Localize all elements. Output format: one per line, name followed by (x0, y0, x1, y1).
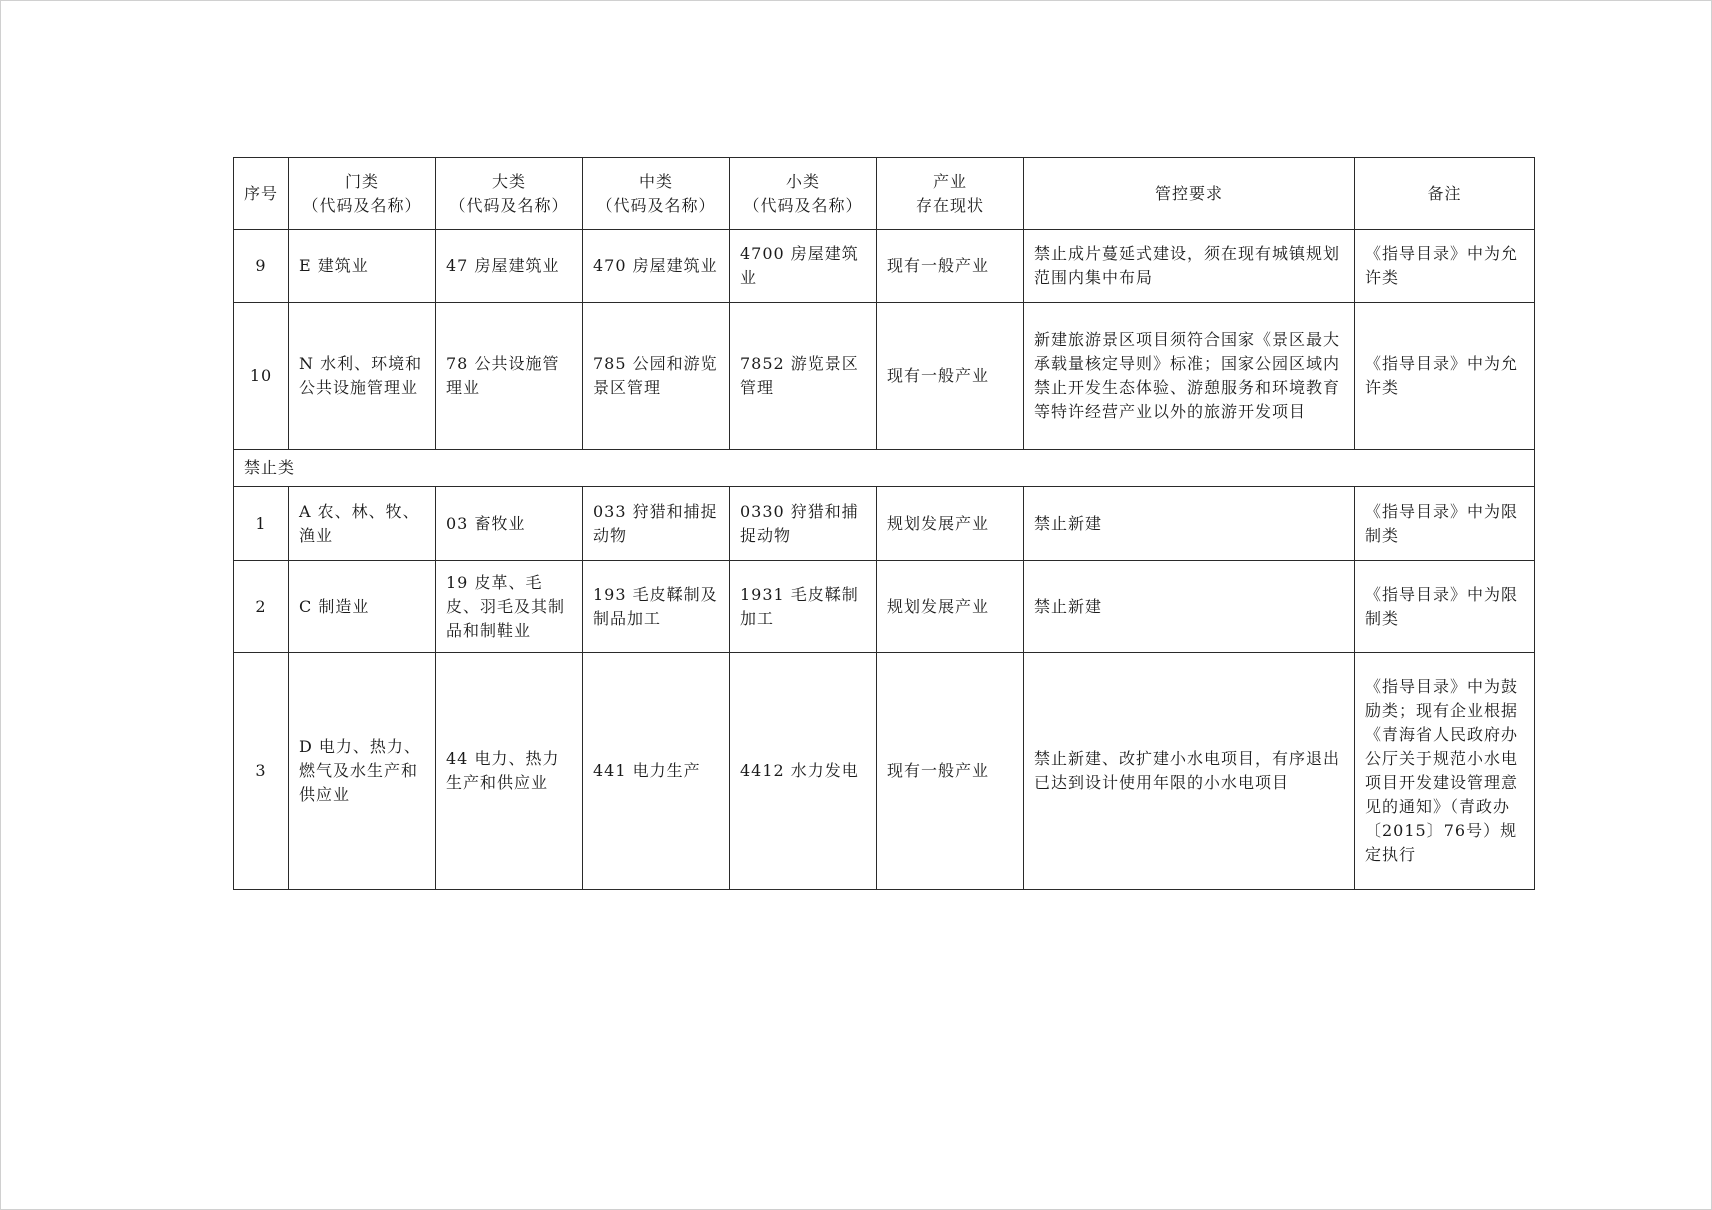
cell-num: 3 (234, 653, 289, 890)
header-status: 产业 存在现状 (877, 158, 1024, 230)
header-note: 备注 (1355, 158, 1535, 230)
cell-xiao: 4700 房屋建筑业 (730, 230, 877, 303)
cell-requirement: 新建旅游景区项目须符合国家《景区最大承载量核定导则》标准；国家公园区域内禁止开发生态体验、游憩服务和环境教育等特许经营产业以外的旅游开发项目 (1024, 303, 1355, 450)
cell-da: 47 房屋建筑业 (436, 230, 583, 303)
cell-zhong: 441 电力生产 (583, 653, 730, 890)
cell-zhong: 033 狩猎和捕捉动物 (583, 487, 730, 561)
cell-xiao: 4412 水力发电 (730, 653, 877, 890)
cell-xiao: 1931 毛皮鞣制加工 (730, 561, 877, 653)
industry-control-table (233, 157, 1535, 890)
header-da: 大类 （代码及名称） (436, 158, 583, 230)
cell-status: 现有一般产业 (877, 303, 1024, 450)
header-zhong: 中类 （代码及名称） (583, 158, 730, 230)
cell-men: D 电力、热力、燃气及水生产和供应业 (289, 653, 436, 890)
cell-da: 44 电力、热力生产和供应业 (436, 653, 583, 890)
header-requirement: 管控要求 (1024, 158, 1355, 230)
cell-xiao: 7852 游览景区管理 (730, 303, 877, 450)
table-row (234, 561, 1535, 653)
header-men: 门类 （代码及名称） (289, 158, 436, 230)
cell-status: 规划发展产业 (877, 487, 1024, 561)
cell-note: 《指导目录》中为允许类 (1355, 230, 1535, 303)
header-seq: 序号 (234, 158, 289, 230)
cell-zhong: 785 公园和游览景区管理 (583, 303, 730, 450)
cell-requirement: 禁止新建、改扩建小水电项目，有序退出已达到设计使用年限的小水电项目 (1024, 653, 1355, 890)
cell-num: 1 (234, 487, 289, 561)
table-row (234, 487, 1535, 561)
cell-status: 现有一般产业 (877, 230, 1024, 303)
header-xiao: 小类 （代码及名称） (730, 158, 877, 230)
cell-da: 03 畜牧业 (436, 487, 583, 561)
cell-requirement: 禁止新建 (1024, 561, 1355, 653)
cell-men: N 水利、环境和公共设施管理业 (289, 303, 436, 450)
category-label: 禁止类 (234, 450, 1535, 487)
cell-status: 规划发展产业 (877, 561, 1024, 653)
table-row (234, 303, 1535, 450)
table-row (234, 653, 1535, 890)
table-row (234, 230, 1535, 303)
cell-xiao: 0330 狩猎和捕捉动物 (730, 487, 877, 561)
cell-num: 9 (234, 230, 289, 303)
cell-note: 《指导目录》中为鼓励类；现有企业根据《青海省人民政府办公厅关于规范小水电项目开发建设管理意见的通知》（青政办〔2015〕76号）规定执行 (1355, 653, 1535, 890)
cell-note: 《指导目录》中为限制类 (1355, 487, 1535, 561)
cell-requirement: 禁止新建 (1024, 487, 1355, 561)
cell-num: 10 (234, 303, 289, 450)
cell-requirement: 禁止成片蔓延式建设，须在现有城镇规划范围内集中布局 (1024, 230, 1355, 303)
category-row (234, 450, 1535, 487)
table-header-row (234, 158, 1535, 230)
cell-da: 19 皮革、毛皮、羽毛及其制品和制鞋业 (436, 561, 583, 653)
cell-da: 78 公共设施管理业 (436, 303, 583, 450)
cell-status: 现有一般产业 (877, 653, 1024, 890)
cell-note: 《指导目录》中为限制类 (1355, 561, 1535, 653)
cell-zhong: 470 房屋建筑业 (583, 230, 730, 303)
cell-note: 《指导目录》中为允许类 (1355, 303, 1535, 450)
cell-zhong: 193 毛皮鞣制及制品加工 (583, 561, 730, 653)
cell-men: A 农、林、牧、渔业 (289, 487, 436, 561)
cell-men: C 制造业 (289, 561, 436, 653)
cell-men: E 建筑业 (289, 230, 436, 303)
cell-num: 2 (234, 561, 289, 653)
